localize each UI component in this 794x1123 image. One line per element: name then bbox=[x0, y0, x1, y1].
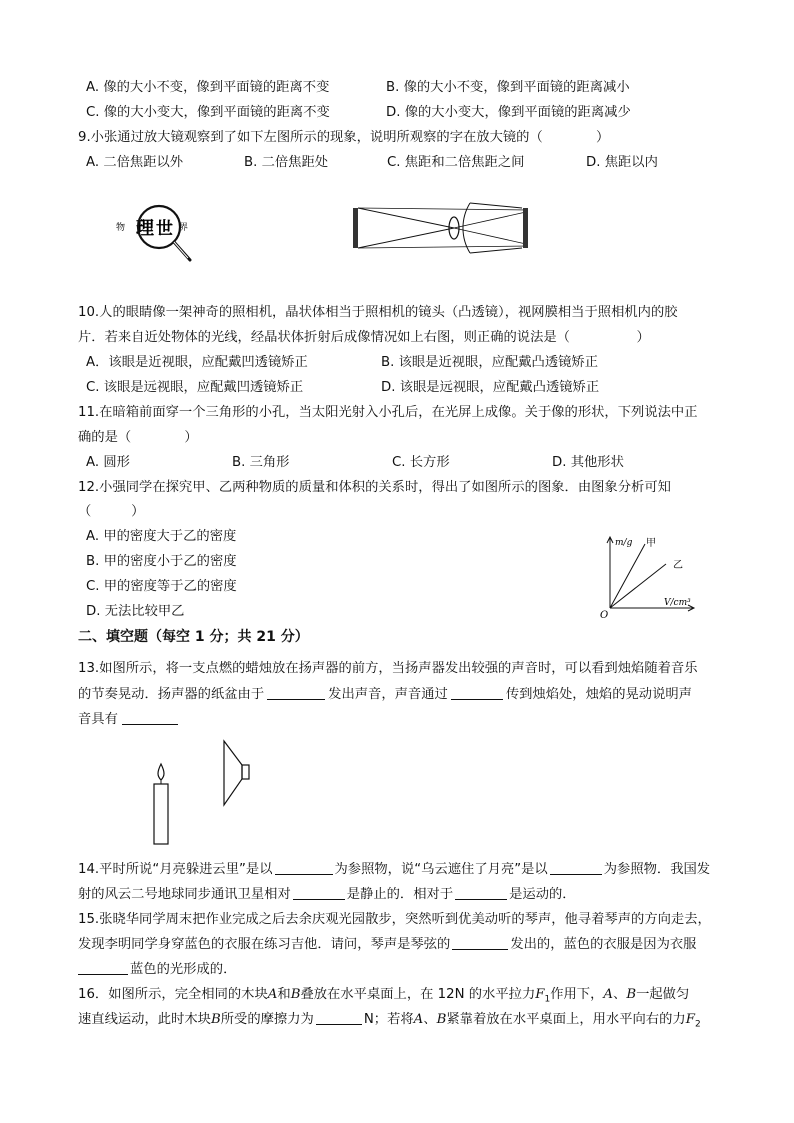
q16-var-b3: B bbox=[210, 1012, 221, 1027]
q8-option-a: A. 像的大小不变，像到平面镜的距离不变 bbox=[86, 80, 330, 95]
q13-text-b: 发出声音，声音通过 bbox=[328, 687, 448, 702]
magnifier-handle-highlight bbox=[174, 242, 188, 258]
speaker-magnet bbox=[242, 765, 249, 779]
q10-stem-line2: 片．若来自近处物体的光线，经晶状体折射后成像情况如上右图，则正确的说法是（ ） bbox=[78, 330, 650, 345]
q8-option-b: B. 像的大小不变，像到平面镜的距离减小 bbox=[386, 80, 630, 95]
mass-volume-graph bbox=[598, 530, 698, 620]
q14-blank-3[interactable] bbox=[293, 886, 345, 900]
q10-stem-line1: 10.人的眼睛像一架神奇的照相机，晶状体相当于照相机的镜头（凸透镜），视网膜相当于照相机内的胶 bbox=[78, 305, 678, 320]
q13-line1: 13.如图所示，将一支点燃的蜡烛放在扬声器的前方，当扬声器发出较强的声音时，可以看到烛焰随着音乐 bbox=[78, 661, 698, 676]
q13-blank-2[interactable] bbox=[451, 686, 503, 700]
q13-text-d: 音具有 bbox=[78, 712, 118, 727]
magnifier-char-4: 界 bbox=[179, 223, 189, 233]
magnifier-char-1: 物 bbox=[116, 223, 126, 233]
q14-text-e: 是静止的．相对于 bbox=[346, 887, 454, 902]
q9-option-d: D. 焦距以内 bbox=[586, 155, 658, 170]
q13-blank-1[interactable] bbox=[267, 686, 325, 700]
q11-option-a: A. 圆形 bbox=[86, 455, 130, 470]
q16-var-a2: A bbox=[603, 987, 614, 1002]
eye-figure bbox=[350, 200, 535, 252]
q14-line1 bbox=[78, 861, 710, 879]
q11-stem-line2: 确的是（ ） bbox=[78, 430, 198, 445]
candle-flame bbox=[158, 764, 164, 780]
q12-option-a: A. 甲的密度大于乙的密度 bbox=[86, 529, 237, 544]
q16-text-comma: 、 bbox=[613, 987, 627, 1002]
q14-text-b: 为参照物，说“乌云遮住了月亮”是以 bbox=[334, 862, 548, 877]
q16-text-and: 和 bbox=[277, 987, 291, 1002]
graph-line-yi bbox=[610, 564, 666, 608]
candle-body bbox=[154, 784, 168, 844]
q16-text-a: 16．如图所示，完全相同的木块 bbox=[78, 987, 268, 1002]
q14-text-c: 为参照物．我国发 bbox=[603, 862, 711, 877]
q14-blank-1[interactable] bbox=[275, 861, 333, 875]
q8-option-c: C. 像的大小变大，像到平面镜的距离不变 bbox=[86, 105, 330, 120]
q16-text-f: 所受的摩擦力为 bbox=[220, 1012, 314, 1027]
q11-option-d: D. 其他形状 bbox=[552, 455, 624, 470]
graph-origin-label: O bbox=[600, 610, 609, 621]
q14-blank-4[interactable] bbox=[455, 886, 507, 900]
q8-option-d: D. 像的大小变大，像到平面镜的距离减少 bbox=[386, 105, 631, 120]
q13-line3 bbox=[78, 711, 178, 729]
q9-option-b: B. 二倍焦距处 bbox=[244, 155, 329, 170]
q15-line3 bbox=[78, 961, 236, 979]
speaker-figure bbox=[220, 737, 254, 809]
q11-stem-line1: 11.在暗箱前面穿一个三角形的小孔，当太阳光射入小孔后，在光屏上成像。关于像的形状，下列说法中正 bbox=[78, 405, 698, 420]
q15-line1: 15.张晓华同学周末把作业完成之后去余庆观光园散步，突然听到优美动听的琴声，他寻着琴声的方向走去， bbox=[78, 912, 711, 927]
q16-var-b4: B bbox=[436, 1012, 447, 1027]
q16-blank-1[interactable] bbox=[316, 1011, 362, 1025]
graph-line-yi-label: 乙 bbox=[673, 560, 683, 571]
q16-var-f1: F bbox=[535, 987, 545, 1002]
q9-option-a: A. 二倍焦距以外 bbox=[86, 155, 184, 170]
graph-line-jia-label: 甲 bbox=[646, 538, 656, 549]
q14-text-a: 14.平时所说“月亮躲进云里”是以 bbox=[78, 862, 273, 877]
q14-text-d: 射的风云二号地球同步通讯卫星相对 bbox=[78, 887, 291, 902]
graph-x-label: V/cm³ bbox=[664, 598, 691, 608]
q15-text-b: 发出的，蓝色的衣服是因为衣服 bbox=[510, 937, 697, 952]
q9-stem: 9.小张通过放大镜观察到了如下左图所示的现象，说明所观察的字在放大镜的（ ） bbox=[78, 130, 610, 145]
q15-text-a: 发现李明同学身穿蓝色的衣服在练习吉他．请问，琴声是琴弦的 bbox=[78, 937, 451, 952]
q16-text-comma2: 、 bbox=[423, 1012, 437, 1027]
q15-blank-2[interactable] bbox=[78, 961, 128, 975]
q13-text-c: 传到烛焰处，烛焰的晃动说明声 bbox=[505, 687, 692, 702]
q16-var-f2: F bbox=[685, 1012, 695, 1027]
q16-var-a4: A bbox=[413, 1012, 424, 1027]
q16-text-b: 叠放在水平桌面上，在 12N 的水平拉力 bbox=[300, 987, 536, 1002]
magnifier-figure bbox=[112, 200, 202, 268]
eye-object bbox=[353, 208, 358, 248]
q15-text-c: 蓝色的光形成的． bbox=[130, 962, 237, 977]
eyeball-outline bbox=[463, 203, 470, 253]
q15-blank-1[interactable] bbox=[452, 936, 508, 950]
q10-option-d: D. 该眼是远视眼，应配戴凸透镜矫正 bbox=[381, 380, 600, 395]
q16-sub-1: 1 bbox=[544, 994, 551, 1005]
q16-text-d: 一起做匀 bbox=[636, 987, 690, 1002]
q12-option-b: B. 甲的密度小于乙的密度 bbox=[86, 554, 237, 569]
q12-option-d: D. 无法比较甲乙 bbox=[86, 604, 185, 619]
q11-option-c: C. 长方形 bbox=[392, 455, 450, 470]
q12-option-c: C. 甲的密度等于乙的密度 bbox=[86, 579, 237, 594]
q16-var-b2: B bbox=[626, 987, 637, 1002]
q10-option-a: A．该眼是近视眼，应配戴凹透镜矫正 bbox=[86, 355, 308, 370]
magnifier-char-2: 理 bbox=[136, 218, 154, 239]
q16-text-c: 作用下， bbox=[550, 987, 604, 1002]
q14-line2 bbox=[78, 886, 576, 904]
magnifier-char-3: 世 bbox=[156, 219, 173, 239]
section-2-title: 二、填空题（每空 1 分；共 21 分） bbox=[78, 629, 309, 645]
graph-line-jia bbox=[610, 544, 645, 608]
q16-line1 bbox=[78, 986, 689, 1009]
q14-text-f: 是运动的． bbox=[509, 887, 576, 902]
q16-text-h: 紧靠着放在水平桌面上，用水平向右的力 bbox=[446, 1012, 686, 1027]
q13-text-a: 的节奏晃动．扬声器的纸盆由于 bbox=[78, 687, 265, 702]
q13-blank-3[interactable] bbox=[122, 711, 178, 725]
q10-option-c: C. 该眼是远视眼，应配戴凹透镜矫正 bbox=[86, 380, 304, 395]
q12-stem-line1: 12.小强同学在探究甲、乙两种物质的质量和体积的关系时，得出了如图所示的图象．由图象分析可知 bbox=[78, 480, 671, 495]
graph-y-label: m/g bbox=[615, 538, 633, 548]
q14-blank-2[interactable] bbox=[550, 861, 602, 875]
q16-text-g: N；若将 bbox=[363, 1012, 414, 1027]
q13-line2 bbox=[78, 686, 692, 704]
q16-var-b: B bbox=[290, 987, 301, 1002]
q16-line2 bbox=[78, 1011, 701, 1034]
q12-stem-line2: （ ） bbox=[78, 504, 145, 519]
q9-option-c: C. 焦距和二倍焦距之间 bbox=[387, 155, 525, 170]
q11-option-b: B. 三角形 bbox=[232, 455, 290, 470]
candle-figure bbox=[150, 762, 174, 848]
q16-var-a: A bbox=[267, 987, 278, 1002]
q10-option-b: B. 该眼是近视眼，应配戴凸透镜矫正 bbox=[381, 355, 599, 370]
q15-line2 bbox=[78, 936, 696, 954]
retina bbox=[523, 208, 528, 248]
q16-sub-2: 2 bbox=[694, 1019, 701, 1030]
speaker-cone bbox=[224, 741, 242, 805]
q16-text-e: 速直线运动，此时木块 bbox=[78, 1012, 211, 1027]
